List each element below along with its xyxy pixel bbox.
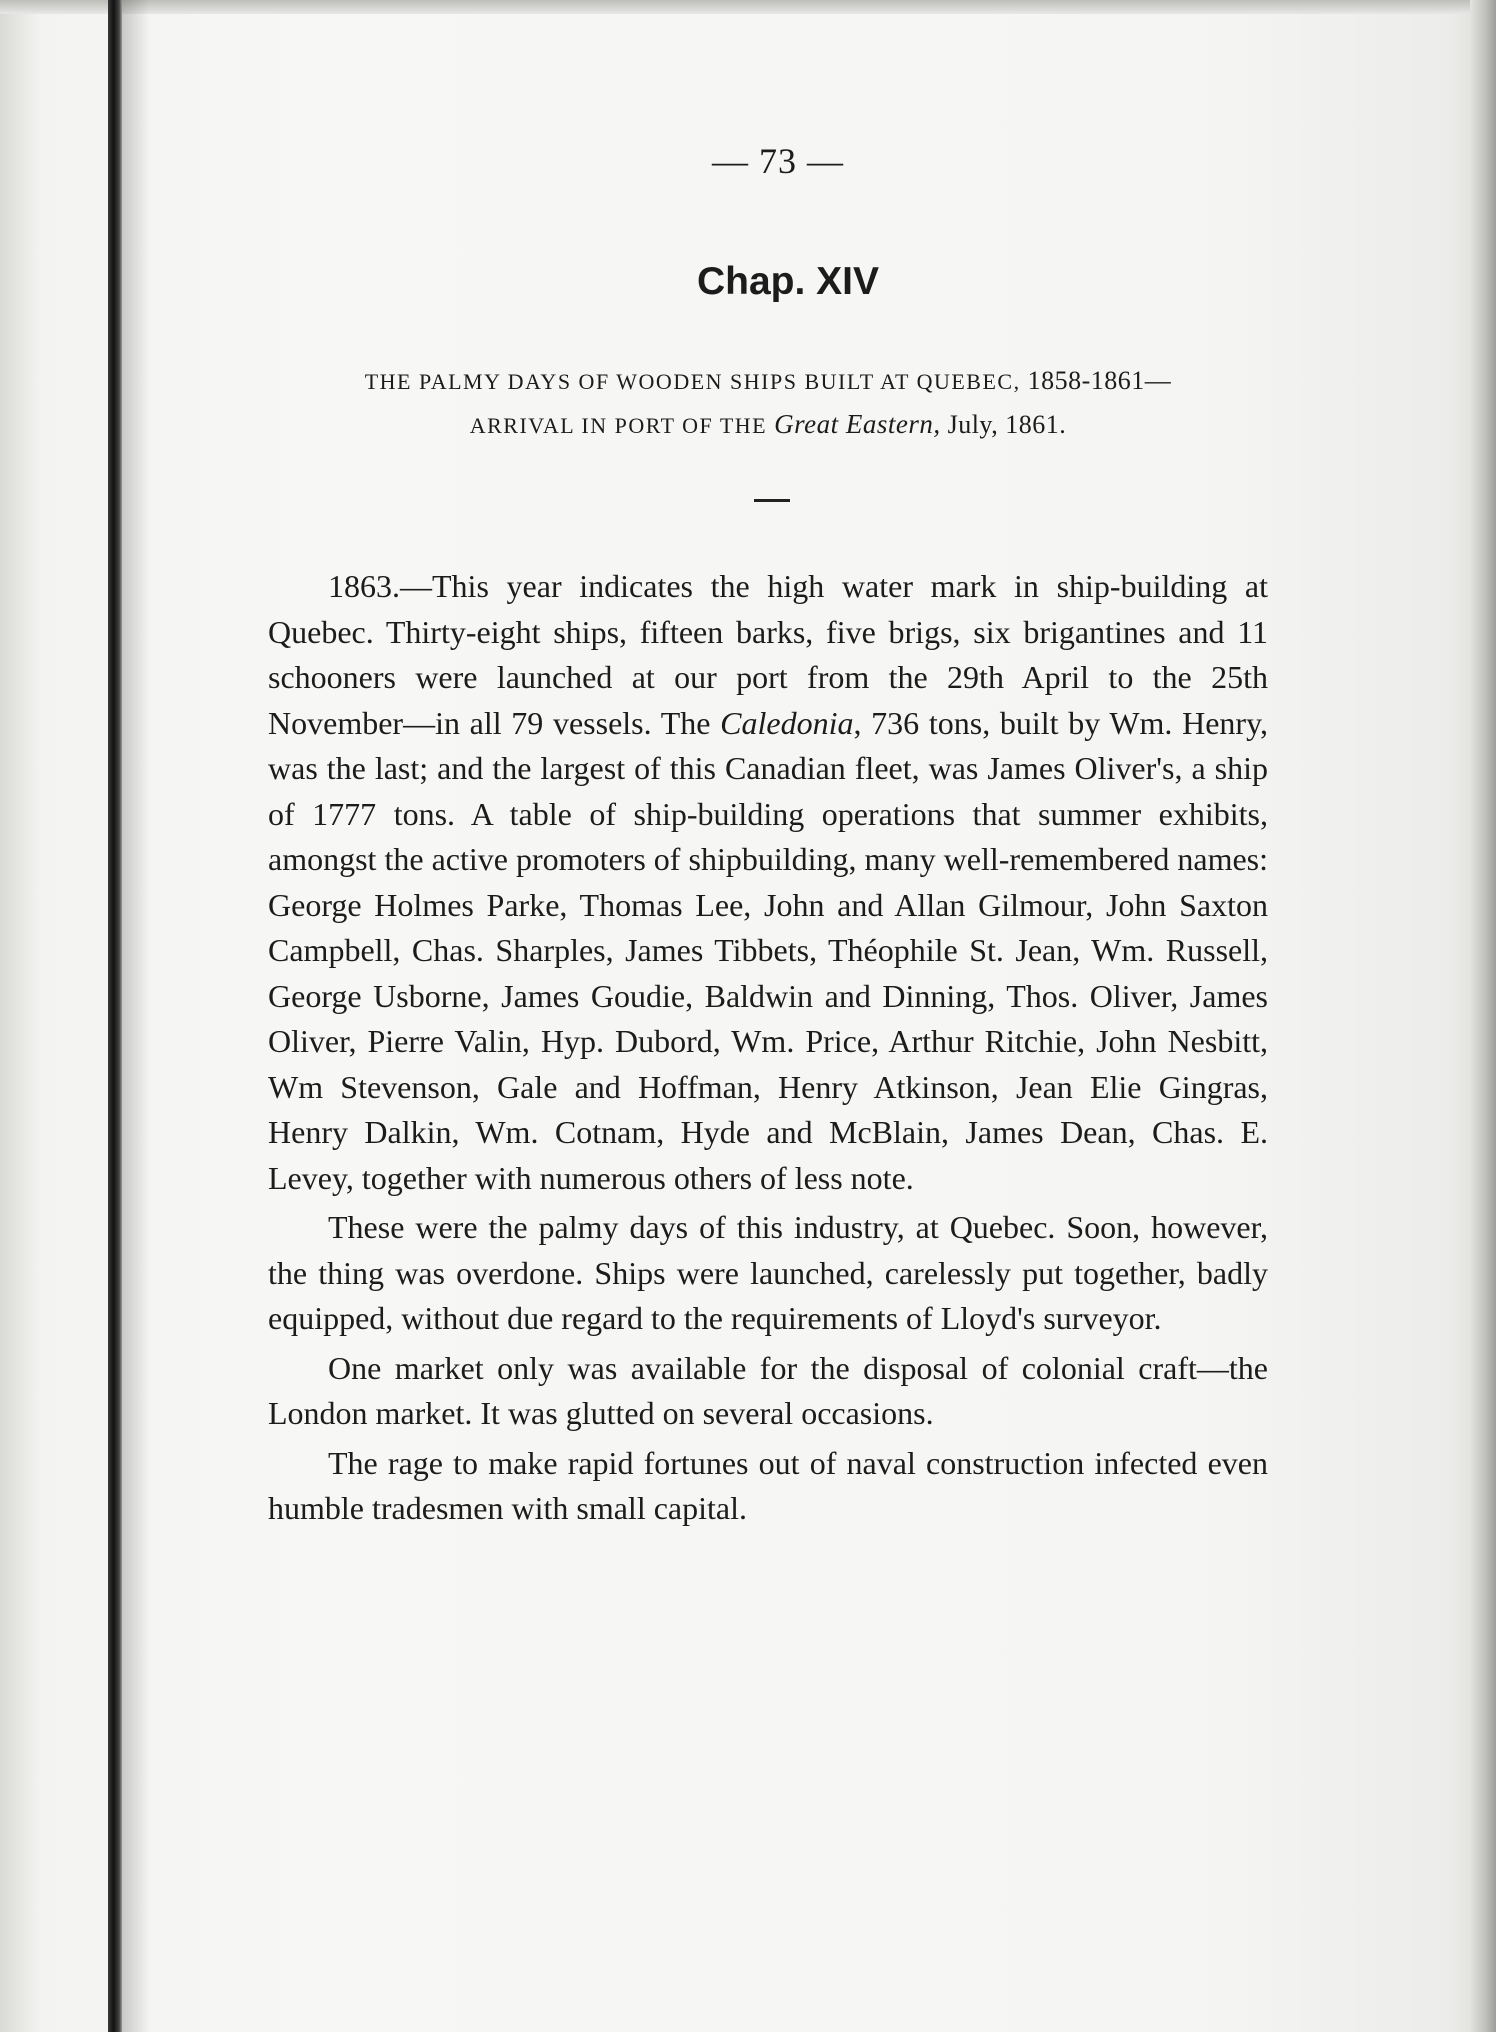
section-divider (754, 499, 790, 502)
body-text (268, 564, 1268, 1532)
subtitle-ship-name: Great Eastern, (774, 409, 941, 439)
book-spine (108, 0, 122, 2032)
chapter-title: Chap. XIV (696, 260, 880, 303)
spine-shadow (122, 0, 150, 2032)
paragraph-1-part-2: , 736 tons, built by Wm. Henry, was the last; and the largest of this Canadian fleet, was James Oliver's, a ship of 1777 tons. A table of ship-building operations that summer exhibits, amongst the active promoters of shipbuilding, many well-remembered names: George Holmes Parke, Thomas Lee, John and Allan Gilmour, John Saxton Campbell, Chas. Sharples, James Tibbets, Théophile St. Jean, Wm. Russell, George Usborne, James Goudie, Baldwin and Dinning, Thos. Oliver, James Oliver, Pierre Valin, Hyp. Dubord, Wm. Price, Arthur Ritchie, John Nesbitt, Wm Stevenson, Gale and Hoffman, Henry Atkinson, Jean Elie Gingras, Henry Dalkin, Wm. Cotnam, Hyde and McBlain, James Dean, Chas. E. Levey, together with numerous others of less note. (268, 704, 1269, 1196)
paragraph-3: One market only was available for the disposal of colonial craft—the London market. It was glutted on several occasions. (268, 1349, 1268, 1431)
paragraph-1 (268, 564, 1268, 1201)
subtitle-line-2-text: ARRIVAL IN PORT OF THE (469, 413, 768, 438)
subtitle-line-1-text: THE PALMY DAYS OF WOODEN SHIPS BUILT AT QUEBEC, (364, 369, 1021, 394)
page-right-edge (1470, 0, 1496, 2032)
subtitle-line-1 (268, 360, 1268, 403)
paragraph-2: These were the palmy days of this industry, at Quebec. Soon, however, the thing was overdone. Ships were launched, carelessly put together, badly equipped, without due regard to the requirements of Lloyd's surveyor. (268, 1209, 1268, 1336)
subtitle-years: 1858-1861— (1027, 366, 1172, 395)
page-top-edge (0, 0, 1496, 14)
paragraph-4: The rage to make rapid fortunes out of naval construction infected even humble tradesmen with small capital. (268, 1444, 1268, 1526)
ship-name-caledonia: Caledonia (720, 704, 854, 741)
chapter-subtitle (268, 360, 1268, 447)
subtitle-date: July, 1861. (947, 410, 1067, 439)
paragraph-1-part-1: 1863.—This year indicates the high water mark in ship-building at Quebec. Thirty-eight ships, fifteen barks, five brigs, six brigantines and 11 schooners were launched at our port from the 29th April to the 25th November—in all 79 vessels. The (268, 568, 1268, 741)
page-number: — 73 — (712, 141, 844, 181)
page-content (268, 140, 1268, 1532)
subtitle-line-2 (268, 403, 1268, 447)
